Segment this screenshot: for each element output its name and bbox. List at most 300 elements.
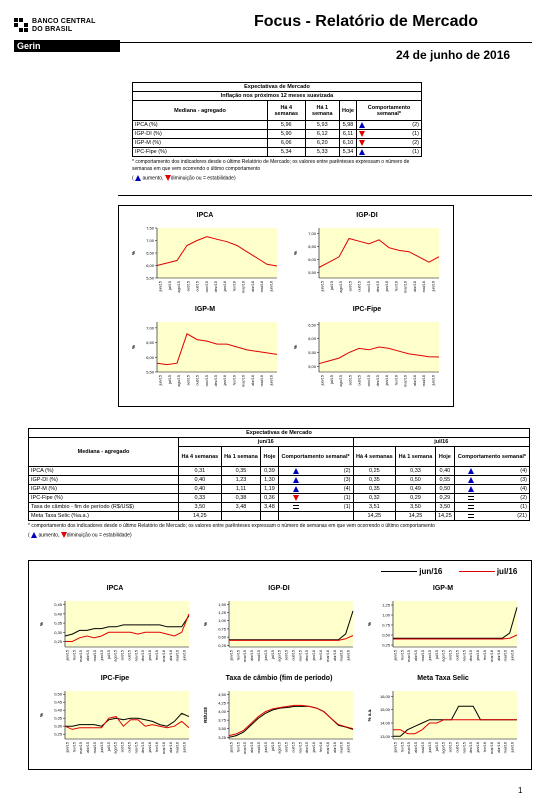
x-tick-label: fev/16 [232, 281, 237, 292]
behavior-count [314, 512, 353, 521]
behavior-count: (2) [314, 467, 353, 476]
table-cell: 0,38 [221, 494, 261, 503]
x-tick-label: mar/15 [407, 650, 412, 662]
x-tick-label: mai/15 [257, 742, 261, 754]
table1-col-1w: Há 1 semana [305, 101, 339, 121]
chart-title: IPC-Fipe [352, 306, 382, 313]
table-cell: 6,11 [340, 130, 357, 139]
table-cell: 0,32 [353, 494, 396, 503]
x-tick-label: mar/15 [243, 650, 248, 662]
table-cell: 6,20 [305, 139, 339, 148]
y-tick-label: 1,25 [218, 610, 226, 615]
legend-down-label: diminuição ou [170, 175, 202, 182]
x-tick-label: fev/16 [155, 650, 159, 661]
x-tick-label: mai/15 [421, 742, 425, 754]
x-tick-label: dez/15 [469, 742, 474, 754]
x-tick-label: mar/16 [489, 650, 494, 662]
down-triangle-icon [359, 131, 365, 137]
x-tick-label: nov/15 [366, 375, 371, 387]
x-tick-label: set/15 [120, 742, 125, 753]
line-chart [289, 318, 445, 398]
x-tick-label: jun/15 [427, 650, 432, 661]
y-tick-label: 7,00 [146, 325, 154, 331]
x-tick-label: jan/16 [476, 650, 481, 661]
x-tick-label: mar/16 [325, 742, 330, 754]
x-tick-label: mar/16 [161, 742, 166, 754]
table1-legend: ( aumento, diminuição ou = estabilidade) [132, 175, 236, 182]
unit-label: Gerin [14, 40, 120, 52]
x-tick-label: mar/15 [79, 650, 84, 662]
table-row [133, 130, 422, 139]
x-tick-label: set/15 [284, 742, 289, 753]
report-date: 24 de junho de 2016 [396, 48, 511, 62]
y-tick-label: 0,75 [382, 622, 390, 628]
y-tick-label: 1,00 [382, 612, 390, 618]
table-cell [261, 512, 278, 521]
table1-col-label: Mediana - agregado [133, 101, 268, 121]
section-divider-1 [118, 195, 532, 196]
x-tick-label: out/15 [127, 650, 132, 661]
y-tick-label: 1,00 [218, 618, 226, 624]
x-tick-label: mar/16 [489, 742, 494, 754]
up-triangle-icon [135, 175, 141, 181]
x-tick-label: mar/16 [161, 650, 166, 662]
table-cell: 0,50 [435, 485, 454, 494]
x-tick-label: jun/16 [346, 650, 351, 661]
x-tick-label: jan/15 [393, 650, 398, 661]
x-tick-label: ago/15 [277, 742, 282, 754]
x-tick-label: fev/16 [319, 742, 323, 753]
x-tick-label: jan/16 [385, 375, 390, 386]
x-tick-label: ago/15 [277, 650, 282, 662]
x-tick-label: dez/15 [469, 650, 474, 662]
table-cell: 3,50 [435, 503, 454, 512]
row-label: IGP-M (%) [29, 485, 179, 494]
legend-up-label: aumento, [38, 532, 60, 539]
x-tick-label: jul/15 [270, 650, 275, 660]
x-tick-label: jun/16 [182, 650, 187, 661]
x-tick-label: abr/16 [250, 375, 255, 386]
table2-col-4w-2: Há 4 semanas [353, 447, 396, 467]
y-tick-label: 7,50 [146, 225, 154, 231]
chart-title: Meta Taxa Selic [417, 675, 469, 682]
table-cell: 0,29 [396, 494, 436, 503]
line-chart [289, 224, 445, 304]
y-tick-label: 1,25 [382, 602, 390, 608]
x-tick-label: jun/16 [510, 742, 515, 753]
equal-icon [468, 496, 474, 500]
y-axis-label: % a.a. [367, 708, 372, 722]
x-tick-label: jul/15 [167, 375, 172, 385]
x-tick-label: mai/15 [93, 742, 97, 754]
up-triangle-icon [468, 486, 474, 492]
x-tick-label: abr/16 [332, 650, 337, 661]
table2-col-4w: Há 4 semanas [179, 447, 222, 467]
x-tick-label: mai/15 [93, 650, 97, 662]
x-tick-label: abr/16 [168, 742, 173, 753]
x-tick-label: nov/15 [134, 742, 139, 754]
x-tick-label: mar/15 [243, 742, 248, 754]
table-cell: 6,10 [340, 139, 357, 148]
x-tick-label: jan/16 [476, 742, 481, 753]
table-row [29, 503, 530, 512]
up-triangle-icon [293, 468, 299, 474]
behavior-icon-cell [278, 476, 314, 485]
x-tick-label: jul/15 [434, 742, 439, 752]
y-axis-label: % [293, 250, 298, 256]
y-tick-label: 0,35 [54, 620, 62, 626]
table2-note: * comportamento dos indicadores desde o último Relatório de Mercado; os valores entre parênteses expressam o número de semanas em que vem ocorrendo o último comportamento [28, 523, 435, 529]
x-tick-label: jan/15 [65, 650, 70, 661]
page-title: Focus - Relatório de Mercado [253, 13, 479, 30]
behavior-icon-cell [454, 494, 486, 503]
x-tick-label: jan/16 [385, 281, 390, 292]
table1-col-4w: Há 4 semanas [268, 101, 306, 121]
x-tick-label: jun/16 [269, 375, 274, 386]
bank-name-line2: DO BRASIL [32, 26, 73, 33]
behavior-count: (4) [486, 485, 529, 494]
table2-body [29, 467, 530, 521]
chart-title: IGP-M [432, 585, 454, 592]
row-label: IPC-Fipe (%) [29, 494, 179, 503]
line-chart [127, 318, 283, 398]
chart-title: IGP-DI [268, 585, 290, 592]
table-cell: 0,55 [435, 476, 454, 485]
y-tick-label: 5,50 [308, 270, 316, 276]
legend-jul-label: jul/16 [496, 567, 518, 576]
x-tick-label: fev/15 [72, 742, 77, 753]
behavior-icon-cell [454, 476, 486, 485]
x-tick-label: jan/15 [229, 742, 234, 753]
x-tick-label: dez/15 [141, 650, 146, 662]
y-tick-label: 6,50 [146, 250, 154, 256]
table-row [29, 476, 530, 485]
x-tick-label: ago/15 [441, 650, 446, 662]
table-row [29, 485, 530, 494]
table-cell: 0,39 [261, 467, 278, 476]
y-tick-label: 0,40 [54, 611, 62, 617]
table-cell: 0,33 [179, 494, 222, 503]
x-tick-label: mai/16 [175, 742, 180, 754]
x-tick-label: dez/15 [141, 742, 146, 754]
legend-jun-line [381, 571, 417, 572]
table-cell: 0,36 [261, 494, 278, 503]
x-tick-label: dez/15 [305, 742, 310, 754]
y-tick-label: 6,00 [308, 336, 316, 342]
y-tick-label: 6,50 [308, 243, 316, 249]
up-triangle-icon [468, 468, 474, 474]
x-tick-label: abr/15 [86, 742, 91, 753]
table2-col-behavior-2: Comportamento semanal* [454, 447, 529, 467]
table-cell: 0,33 [396, 467, 436, 476]
x-tick-label: out/15 [357, 375, 362, 386]
x-tick-label: jul/15 [270, 742, 275, 752]
behavior-count: (3) [314, 476, 353, 485]
y-tick-label: 4,25 [218, 700, 226, 706]
x-tick-label: ago/15 [177, 375, 182, 387]
table-cell: 0,40 [179, 485, 222, 494]
plot-area [393, 691, 517, 739]
behavior-icon-cell [454, 503, 486, 512]
table-cell: 14,25 [396, 512, 436, 521]
x-tick-label: jun/16 [510, 650, 515, 661]
x-tick-label: fev/16 [232, 375, 237, 386]
table-cell: 14,25 [435, 512, 454, 521]
x-tick-label: abr/16 [412, 375, 417, 386]
table-cell: 0,29 [435, 494, 454, 503]
x-tick-label: mar/16 [241, 281, 246, 293]
x-tick-label: fev/16 [155, 742, 159, 753]
table-cell: 3,48 [221, 503, 261, 512]
table2-col-1w: Há 1 semana [221, 447, 261, 467]
behavior-cell [356, 148, 421, 157]
table-cell: 6,12 [305, 130, 339, 139]
y-axis-label: % [131, 344, 136, 350]
line-chart [363, 687, 523, 765]
table-cell: 5,34 [268, 148, 306, 157]
x-tick-label: jan/15 [229, 650, 234, 661]
x-tick-label: out/15 [195, 375, 200, 386]
behavior-cell [356, 121, 421, 130]
legend-down-label: diminuição ou [66, 532, 98, 539]
y-axis-label: % [131, 250, 136, 256]
table-cell: 6,06 [268, 139, 306, 148]
table2-col-1w-2: Há 1 semana [396, 447, 436, 467]
y-tick-label: 0,50 [218, 634, 226, 640]
x-tick-label: mai/15 [257, 650, 261, 662]
x-tick-label: mai/16 [175, 650, 180, 662]
table-cell: 1,23 [221, 476, 261, 485]
x-tick-label: abr/16 [412, 281, 417, 292]
bank-logo-icon [14, 18, 28, 32]
x-tick-label: fev/15 [400, 650, 405, 661]
y-axis-label: % [293, 344, 298, 350]
x-tick-label: mar/16 [241, 375, 246, 387]
x-tick-label: nov/15 [298, 742, 303, 754]
y-axis-label: % [39, 712, 44, 718]
x-tick-label: out/15 [455, 650, 460, 661]
x-tick-label: nov/15 [204, 375, 209, 387]
line-chart [35, 597, 195, 673]
x-tick-label: ago/15 [177, 281, 182, 293]
x-tick-label: mai/16 [260, 375, 265, 387]
table2-period1: jun/16 [179, 438, 354, 447]
x-tick-label: abr/16 [332, 742, 337, 753]
behavior-icon-cell [278, 467, 314, 476]
down-triangle-icon [293, 495, 299, 501]
table1-body [133, 121, 422, 157]
up-triangle-icon [359, 149, 365, 155]
table-cell: 3,50 [396, 503, 436, 512]
row-label: IPCA (%) [133, 121, 268, 130]
table-cell: 5,33 [305, 148, 339, 157]
x-tick-label: jan/15 [393, 742, 398, 753]
x-tick-label: nov/15 [366, 281, 371, 293]
x-tick-label: dez/15 [305, 650, 310, 662]
y-tick-label: 3,25 [218, 734, 226, 740]
x-tick-label: jan/16 [312, 650, 317, 661]
x-tick-label: jun/16 [431, 375, 436, 386]
table-cell: 5,98 [340, 121, 357, 130]
x-tick-label: set/15 [186, 281, 191, 292]
x-tick-label: ago/15 [113, 650, 118, 662]
row-label: Meta Taxa Selic (%a.a.) [29, 512, 179, 521]
x-tick-label: out/15 [455, 742, 460, 753]
x-tick-label: dez/15 [376, 281, 380, 293]
x-tick-label: mai/16 [339, 650, 344, 662]
y-tick-label: 0,50 [382, 632, 390, 638]
behavior-count: (1) [412, 148, 419, 155]
behavior-count: (2) [412, 121, 419, 128]
x-tick-label: jun/15 [320, 281, 325, 292]
x-tick-label: mai/16 [339, 742, 344, 754]
inflation-charts-panel [118, 205, 454, 407]
table-cell: 5,93 [305, 121, 339, 130]
table1-title: Expectativas de Mercado [133, 83, 422, 92]
plot-area [229, 691, 353, 739]
x-tick-label: abr/15 [250, 650, 255, 661]
x-tick-label: jan/16 [223, 281, 228, 292]
x-tick-label: set/15 [348, 281, 353, 292]
table1-col-behavior: Comportamento semanal* [356, 101, 421, 121]
y-tick-label: 6,00 [308, 257, 316, 263]
chart-title: Taxa de câmbio (fim de período) [225, 675, 333, 682]
x-tick-label: mai/16 [422, 281, 427, 293]
y-tick-label: 0,35 [54, 715, 62, 721]
table-cell [221, 512, 261, 521]
x-tick-label: jan/16 [223, 375, 228, 386]
chart-title: IGP-DI [356, 212, 378, 219]
behavior-count: (1) [314, 503, 353, 512]
table-cell: 0,40 [179, 476, 222, 485]
y-tick-label: 4,50 [218, 691, 226, 697]
y-tick-label: 0,75 [218, 626, 226, 632]
plot-area [157, 228, 277, 278]
chart-title: IPCA [196, 212, 214, 219]
y-tick-label: 0,25 [54, 638, 62, 644]
table-cell: 3,48 [261, 503, 278, 512]
legend-jul-line [459, 571, 495, 572]
x-tick-label: jun/15 [158, 375, 163, 386]
x-tick-label: abr/16 [250, 281, 255, 292]
legend-jun-label: jun/16 [419, 567, 443, 576]
y-tick-label: 0,50 [54, 691, 62, 697]
legend-eq-label: = estabilidade) [98, 532, 132, 539]
x-tick-label: jul/15 [106, 650, 111, 660]
line-chart [127, 224, 283, 304]
inflation-12m-table [132, 82, 422, 157]
x-tick-label: abr/15 [414, 742, 419, 753]
behavior-icon-cell [278, 512, 314, 521]
y-tick-label: 0,25 [218, 642, 226, 648]
plot-area [65, 691, 189, 739]
plot-area [157, 322, 277, 372]
x-tick-label: abr/15 [86, 650, 91, 661]
table-cell: 0,25 [353, 467, 396, 476]
line-chart [199, 597, 359, 673]
x-tick-label: fev/16 [394, 375, 399, 386]
table-row [133, 139, 422, 148]
table-cell: 3,51 [353, 503, 396, 512]
x-tick-label: mar/16 [403, 281, 408, 293]
x-tick-label: nov/15 [134, 650, 139, 662]
x-tick-label: fev/16 [483, 742, 487, 753]
y-tick-label: 7,00 [308, 230, 316, 236]
x-tick-label: abr/16 [496, 650, 501, 661]
y-axis-label: % [367, 621, 372, 627]
y-tick-label: 15,00 [379, 707, 390, 713]
behavior-count: (21) [486, 512, 529, 521]
equal-icon [293, 505, 299, 509]
y-axis-label: % [39, 621, 44, 627]
up-triangle-icon [293, 477, 299, 483]
table-cell: 0,35 [221, 467, 261, 476]
table-cell: 0,31 [179, 467, 222, 476]
table-row [29, 512, 530, 521]
table2-col-today-2: Hoje [435, 447, 454, 467]
x-tick-label: jun/16 [431, 281, 436, 292]
x-tick-label: jul/15 [434, 650, 439, 660]
table-row [29, 467, 530, 476]
table-cell: 0,49 [396, 485, 436, 494]
x-tick-label: set/15 [348, 375, 353, 386]
x-tick-label: ago/15 [113, 742, 118, 754]
x-tick-label: jun/15 [427, 742, 432, 753]
row-label: IGP-DI (%) [133, 130, 268, 139]
chart-title: IPC-Fipe [100, 675, 130, 682]
y-tick-label: 16,00 [379, 693, 390, 699]
x-tick-label: mai/16 [503, 650, 508, 662]
y-tick-label: 13,00 [379, 733, 390, 739]
table-cell: 1,11 [221, 485, 261, 494]
legend-up-label: aumento, [142, 175, 164, 182]
inflation-12m-table-block [132, 82, 422, 182]
table-cell: 14,25 [179, 512, 222, 521]
x-tick-label: jun/15 [263, 742, 268, 753]
x-tick-label: fev/16 [319, 650, 323, 661]
table-row [133, 121, 422, 130]
y-tick-label: 1,50 [218, 601, 226, 607]
y-tick-label: 5,50 [146, 369, 154, 375]
x-tick-label: mai/16 [422, 375, 427, 387]
x-tick-label: jun/15 [99, 650, 104, 661]
x-tick-label: jun/15 [320, 375, 325, 386]
x-tick-label: out/15 [357, 281, 362, 292]
line-chart [35, 687, 195, 765]
y-tick-label: 0,40 [54, 707, 62, 713]
x-tick-label: mar/16 [325, 650, 330, 662]
y-tick-label: 5,50 [146, 275, 154, 281]
up-triangle-icon [468, 477, 474, 483]
behavior-cell [356, 139, 421, 148]
y-tick-label: 14,00 [379, 720, 390, 726]
table-cell: 1,30 [261, 476, 278, 485]
x-tick-label: jan/16 [312, 742, 317, 753]
x-tick-label: dez/15 [214, 375, 218, 387]
x-tick-label: mar/15 [79, 742, 84, 754]
table1-subtitle: Inflação nos próximos 12 meses suavizada [133, 92, 422, 101]
x-tick-label: jul/15 [167, 281, 172, 291]
x-tick-label: ago/15 [441, 742, 446, 754]
y-tick-label: 7,00 [146, 238, 154, 243]
y-tick-label: 0,30 [54, 723, 62, 729]
y-tick-label: 6,50 [146, 340, 154, 346]
monthly-expectations-block [28, 428, 530, 539]
x-tick-label: jul/15 [329, 281, 334, 291]
x-tick-label: abr/15 [414, 650, 419, 661]
y-tick-label: 5,50 [308, 350, 316, 356]
x-tick-label: mai/16 [260, 281, 265, 293]
